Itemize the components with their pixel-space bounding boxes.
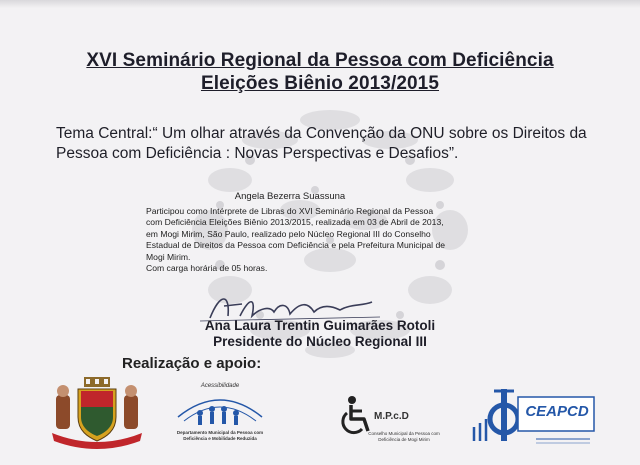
certificate-body [146, 206, 506, 274]
body-line: Mogi Mirim. [146, 251, 191, 262]
signatory-role: Presidente do Núcleo Regional III [213, 334, 427, 349]
accessibility-arc-text: Acessibilidade [200, 383, 240, 389]
scan-edge [0, 0, 640, 8]
central-theme: Tema Central:“ Um olhar através da Convenção da ONU sobre os Direitos da Pessoa com Deficiência : Novas Perspectivas e Desafios”. [56, 125, 587, 162]
seminar-title: XVI Seminário Regional da Pessoa com Deficiência [86, 50, 554, 71]
support-heading: Realização e apoio: [122, 355, 262, 372]
recipient-name: Angela Bezerra Suassuna [234, 191, 346, 202]
body-line: Estadual de Direitos da Pessoa com Deficiência e pela Prefeitura Municipal de [146, 240, 446, 251]
accessibility-department-caption: Departamento Municipal da Pessoa com Deficiência e Mobilidade Reduzida [176, 430, 264, 441]
body-line: Com carga horária de 05 horas. [146, 263, 268, 274]
mpcd-logo-name: M.P.c.D [374, 411, 409, 422]
ceapcd-logo-name: CEAPCD [525, 403, 589, 420]
coat-of-arms-logo [48, 377, 146, 449]
signatory-name: Ana Laura Trentin Guimarães Rotoli [204, 318, 436, 333]
mpcd-logo-caption: Conselho Municipal da Pessoa com Deficiência de Mogi Mirim [368, 431, 440, 442]
body-line: em Mogi Mirim, São Paulo, realizado pelo Núcleo Regional III do Conselho [146, 228, 431, 239]
seminar-subtitle: Eleições Biênio 2013/2015 [200, 73, 440, 94]
body-line: Participou como Intérprete de Libras do XVI Seminário Regional da Pessoa [146, 206, 434, 216]
body-line: com Deficiência Eleições Biênio 2013/2015, realizada em 03 de Abril de 2013, [146, 217, 444, 228]
